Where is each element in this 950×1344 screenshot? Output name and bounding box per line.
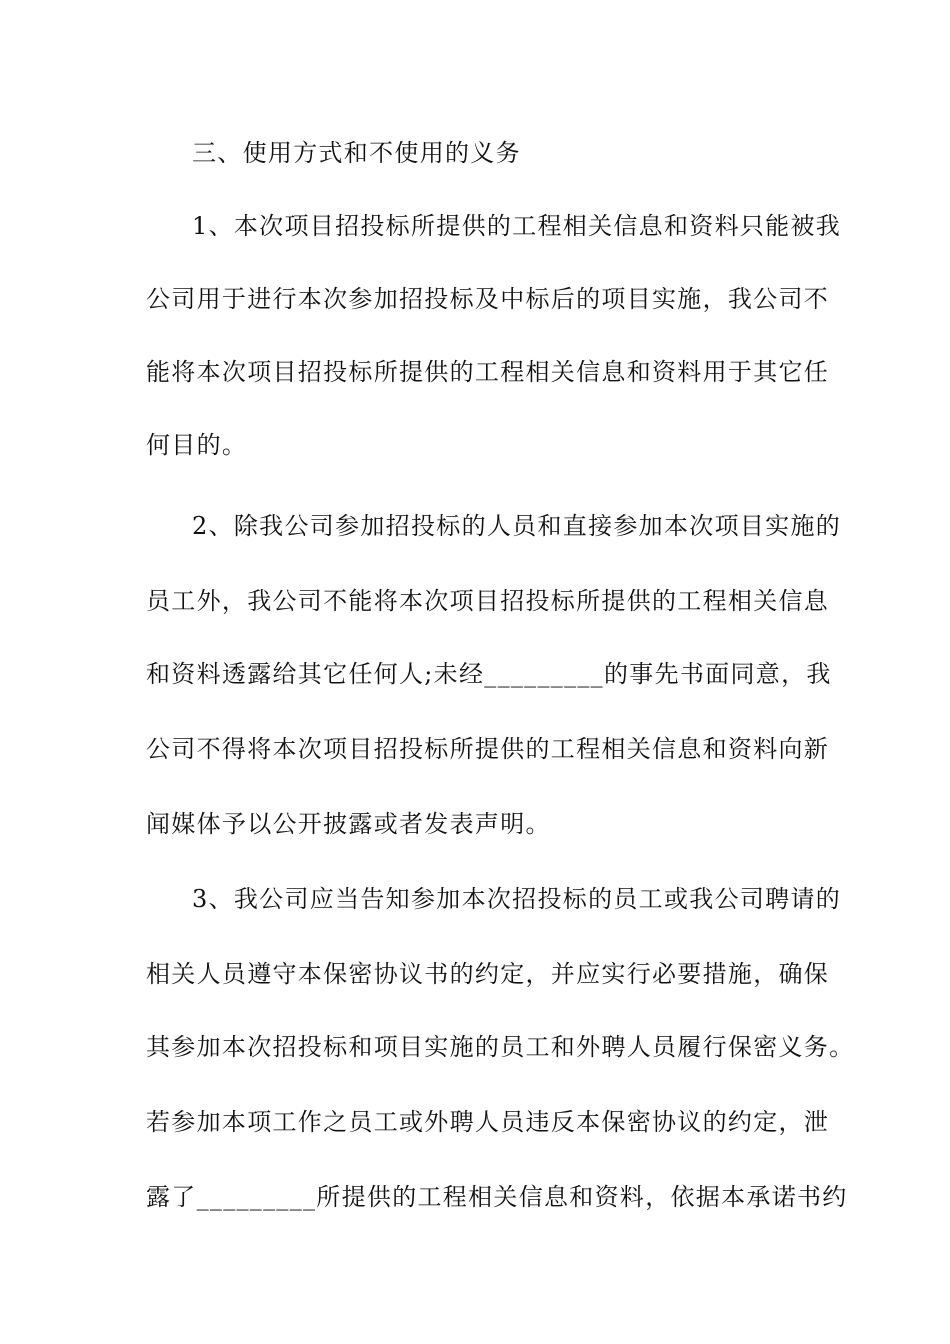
paragraph-line: 和资料透露给其它任何人;未经_________的事先书面同意，我 [146, 660, 832, 688]
paragraph-line: 何目的。 [146, 431, 248, 459]
section-heading: 三、使用方式和不使用的义务 [192, 139, 521, 167]
paragraph-line: 2、除我公司参加招投标的人员和直接参加本次项目实施的 [192, 512, 842, 540]
paragraph-line: 3、我公司应当告知参加本次招投标的员工或我公司聘请的 [192, 885, 842, 913]
paragraph-line: 相关人员遵守本保密协议书的约定，并应实行必要措施，确保 [146, 960, 830, 988]
paragraph-line: 闻媒体予以公开披露或者发表声明。 [146, 810, 551, 838]
paragraph-line: 若参加本项工作之员工或外聘人员违反本保密协议的约定，泄 [146, 1108, 830, 1136]
paragraph-line: 公司不得将本次项目招投标所提供的工程相关信息和资料向新 [146, 735, 830, 763]
paragraph-line: 1、本次项目招投标所提供的工程相关信息和资料只能被我 [192, 212, 842, 240]
paragraph-line: 其参加本次招投标和项目实施的员工和外聘人员履行保密义务。 [146, 1033, 855, 1061]
paragraph-line: 员工外，我公司不能将本次项目招投标所提供的工程相关信息 [146, 587, 830, 615]
paragraph-line: 公司用于进行本次参加招投标及中标后的项目实施，我公司不 [146, 285, 830, 313]
paragraph-line: 露了_________所提供的工程相关信息和资料，依据本承诺书约 [146, 1183, 848, 1211]
paragraph-line: 能将本次项目招投标所提供的工程相关信息和资料用于其它任 [146, 358, 830, 386]
